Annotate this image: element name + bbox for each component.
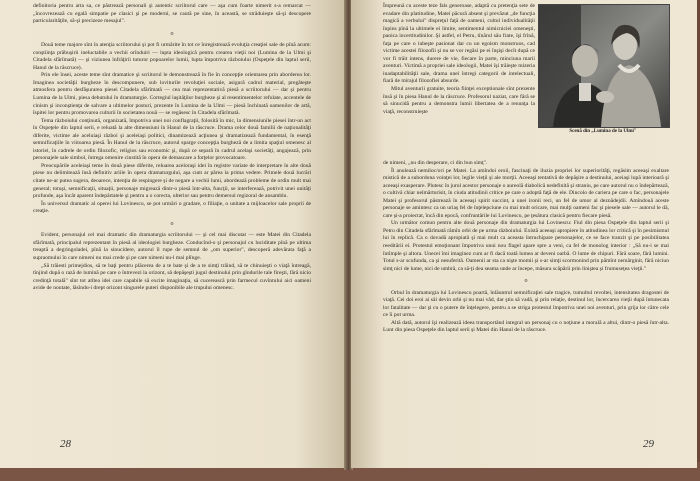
scene-photograph [538,4,670,128]
paragraph: Prin ele însei, aceste teme sînt dramatice şi scriitorul le demonstrează în fie în concepţie orientarea prin aborderea lor. Imaginea societăţii burgheze în descompunere, sub loviturile revoluţiei sociale, asigură cadrul material, pregăteşte atmosfera pentru desfăşurarea piesei Citadela sfărîmată — cea mai reprezentativă piesă a scriitorului — dar şi pentru Lumina de la Ulmi, piesa debutului în dramaturgie. Cortegiul laşităţilor burgheze şi al resentimentelor refulate, accentele de cinism şi inconştienţa de salvare a ultimelor posturi, prezente în Lumina de la Ulmi — piesă închinată oamenilor de artă, îspitei lor pentru promovarea culturii în societatea nouă — se regăsesc în Citadela sfărîmată. [33,72,311,117]
photo-caption: Scenă din „Lumina de la Ulmi" [569,129,637,134]
paragraph: „Să trăiesti primejdios, să te baţi pentru plăcerea de a te bate şi de a te simţi trăind, să te chinuieşti o viaţă întreagă, tînjind după o rază de lumină pe care o întrevezi la orizont, să depăşeşti jugul destinului prin gîndurile tale fireşti, fără nicio credinţă totală" sînt tot atîtea idei care capabile să excite imaginaţia, să cucerească prin farmecul cuvîntului aici oameni avide de noutate, lăsîndu-i drept orizont singurele puteri disponibile ale trupului omenesc. [33,262,311,292]
left-page [0,0,346,468]
paragraph: Îl anulează nemiloc/ori pe Matei. La amîndoi eroii, fascinaţi de iluzia propriei lor superiorităţi, regăsim aceeaşi exaltare mistică de a subordona voinţei lor, legile vieţii şi ale morţii. Aceeaşi tentativă de depăşire a destinului, aceiaşi lupă interioară şi aceeaşi exasperare. Plutesc în jurul acestor personaje o aureolă diabolică nedefinită şi straniu, pe care autorul nu o îndepărtează, o cultivă chiar neîmărturisit, în ciuda atitudinii critice pe care o adoptă faţă de ele. Dincolo de cariera pe care o fac, personajele Matei şi profesorul păstrează în aceeaşi spirit succint, a unei ironii reci, un fel de umor al deznădejdii. Amîndouă aceste personaje se amintesc ca un uriaş fel de înţelepciune cu mai mult oricare, mai mulţi oameni fac şi piesele sale — autorul le dă, care şi-a proiectat, încă din epocă, confruntările lui Lovinescu, pe ţesătura clasică pentru fiecare piesă. [383,167,669,219]
paragraph: Două teme majore sînt în atenţia scriitorului şi pot fi urmărite în tot ce înregistrează evoluţia creaţiei sale de pînă acum: conştiinţa prăbuşirii ineluctabile a vechii orînduiri — lupta ideologică pentru crearea vieţii noi (Lumina de la Ulmi şi Citadela sfărîmată) — şi viziunea înfrăţirii tuturor popoarelor lumii, lupta împotriva războiului (Ospeţele din laptul serii, Hanul de la răscruce). [33,42,311,71]
section-ornament: o [170,30,174,37]
paragraph: Altă dată, autorul îşi realizează ideea transportând integral un personaj cu o noţiune a morală a altui, dintr-o piesă într-alta. Lunt din piesa Ospeţele din laptul serii şi Matei din Hanul de la răscruce. [383,319,669,334]
paragraph: definitoria pentru arta sa, ce păstrează personali şi autentic scriitorul care — aşa cum foarte nimerit s-a remarcat — „încovrezează cu egală simpatie pe clasici şi pe moderni, se caută pe sine, în această, se străduieşte să-şi descopere particularităţile, să-şi precizeze mesajul". [33,3,311,25]
paragraph: Evident, personajul cel mai dramatic din dramaturgia scriitorului — şi cel mai discutat — este Matei din Citadela sfărîmată, principalul reprezentant în piesă al ideologiei burgheze. Conducînd-o şi personajul cu luciditate pînă pe ultima treaptă a degringoladei, pînă la sinucidere, autorul îl rupe de semnul de „om superior", descoperă adevărata faţă a supraomului în care nimeni nu mai crede şi pe care nimeni nu-l mai plînge. [33,232,311,261]
paragraph: Orbul în dramaturgia lui Lovinescu poartă, înlăuntrul semnificaţiei sale tragice, tumultul revoltei, intensitatea dragostei de viaţă. Cei doi eroi ai săi devin orbi şi nu mai văd, dar ştiu să vadă, şi prin relaţie, destinul lor, încercarea vieţii după întunecata lor fatalitate — dar şi cu o putere de înţelegere, pentru a se striga protestul împotriva unei noi aventuri, prin grija lor către cele ce îi pot urma. [383,289,669,319]
page-number: 29 [643,438,654,450]
paragraph: de nimeni, „nu din desperare, ci din bun simţ". [383,160,488,166]
paragraph: Preocupările aceleiaşi teme în două piese diferite, reluarea aceloraşi idei în registre variate de interpretare în alte două piese nu delimitează însă definitiv ariile în opera dramaturgului, aşa cum ar părea la prima vedere. Primele două lucrări citate ne-ar putea sugera, deoarece, intenţia de respingere şi de negare a vechii lumi, abordează probleme de ordin mult mai general; totuşi, semnificaţii, situaţii, personaje migrează dintr-o piesă într-alta, funcţii, se interferează, potrivit unei unităţi profunde, aşa încât aparent îndepărtatele şi pentru a o corecta, ulterior sau pentru demersul regizoral de ansamblu. [33,162,311,200]
right-page-top-column [383,3,535,116]
page-number: 28 [60,438,71,450]
paragraph: Un următor comun pentru alte două personaje din dramaturgia lui Lovinescu: Fiul din piesa Ospeţele din laptul serii şi Petru din Citadela sfărîmată rămîn orbi de pe urma războiului. Există aceeaşi apropiere în atitudinea lor critică şi în pesimismul lui în replică. Ca o dovadă apropiată şi mai mult ca aceasta întruchipare personajelor, ce se face tranzit şi pe posibilitatea reeditării ei. Protestul emoţionant împotriva unui nou flagel apare spre a veni, ca fel de monolog interior : „Să nu-i se mai întîmple şi altora. Unecei îmi imaginez cum ar fi dacă toată lumea ar deveni oarbă. O lume de chipuri. Fără soare, fără lumini. Totul s-ar scufunda, ca şi nesuferită. Oamenii ar sta ca nişte momii şi s-ar simţi scormonind prin pămînt nemărginit, fără niciun simţ nici de lume, nici de umbră, ca să-ţi dea seama unde ar începe, măsura scăpării prin liniştea şi frumuseţea vieţii." [383,220,669,272]
scene-photograph-image [539,5,669,127]
right-page-text [383,160,669,335]
section-ornament: o [524,278,528,285]
section-ornament: o [170,220,174,227]
left-page-text [33,3,311,293]
paragraph: Împreună cu aceste teze fals generoase, adaptă cu pretenţia sete de evadare din platitudine, Matei păcură absent şi prevăzut „de funcţia magică a verbului" dispreţul faţă de oameni, cultul individualităţii înpins pînă la ultimele ei limite, sentimentul nimicniciei omeneşti, panica incertitudinilor. Şi astfel, el Petru, tînărul său frate, îşi frînă, faţa pe care o iubeşte pasionat dar cu un egoism monstruos, cad victime acestei filozofii şi nu se vor regăsi pe ei înşişi decît după ce vor fi trăit intens, durere de vie, fiecare în parte, minciuna marii aventuri. Victimă a propriei sale ideologii, Matei îşi trăieşte mizeria inadaptabilităţii sale, drama unei întregi categorii de intelectuali, fiară de mirajul filozofiei absurde. [383,3,535,85]
paragraph: În universul dramatic al operei lui Lovinescu, se pot urmări o gradare, o filiaţie, o unitate a mijloacelor sale proprii de creaţie. [33,200,311,215]
paragraph: Tema războiului conţinută, organizată, împotriva unei noi conflagraţii, folosită în mic, la dimensiunile piesei într-un act în Ospeţele din laptul serii, e reluată la alte dimensiuni în Hanul de la răscruce. Drama celor două familii de naţionalităţi diferite, victime ale aceluiaşi război şi aceleiaşi politici, dinamizează acţiunea şi dramatizează fundamental, în esenţă semnificaţiile în viitoarea piesă. În Hanul de la răscruce, autorul sparge concepţia burgheză de a limita spaţiul omenesc al istoriei, în cadrele de ordin filozofic, religios sau economic şi, după ce separă în cadrul acelaşi societăţi, angajează, prin personajele sale simbol, întrega omenire cinstită în opera de demascare a forţelor provocatoare. [33,117,311,162]
paragraph: Mitul aventurii gratuite, teoria fiinţei exceptionale sînt prezente însă şi în piesa Hanul de la răscruce. Profesorul naziat, care fără se să sinucidă pentru a demonstra lumii libertatea de a renunţa la viaţă, reconstruieşte [383,86,535,115]
